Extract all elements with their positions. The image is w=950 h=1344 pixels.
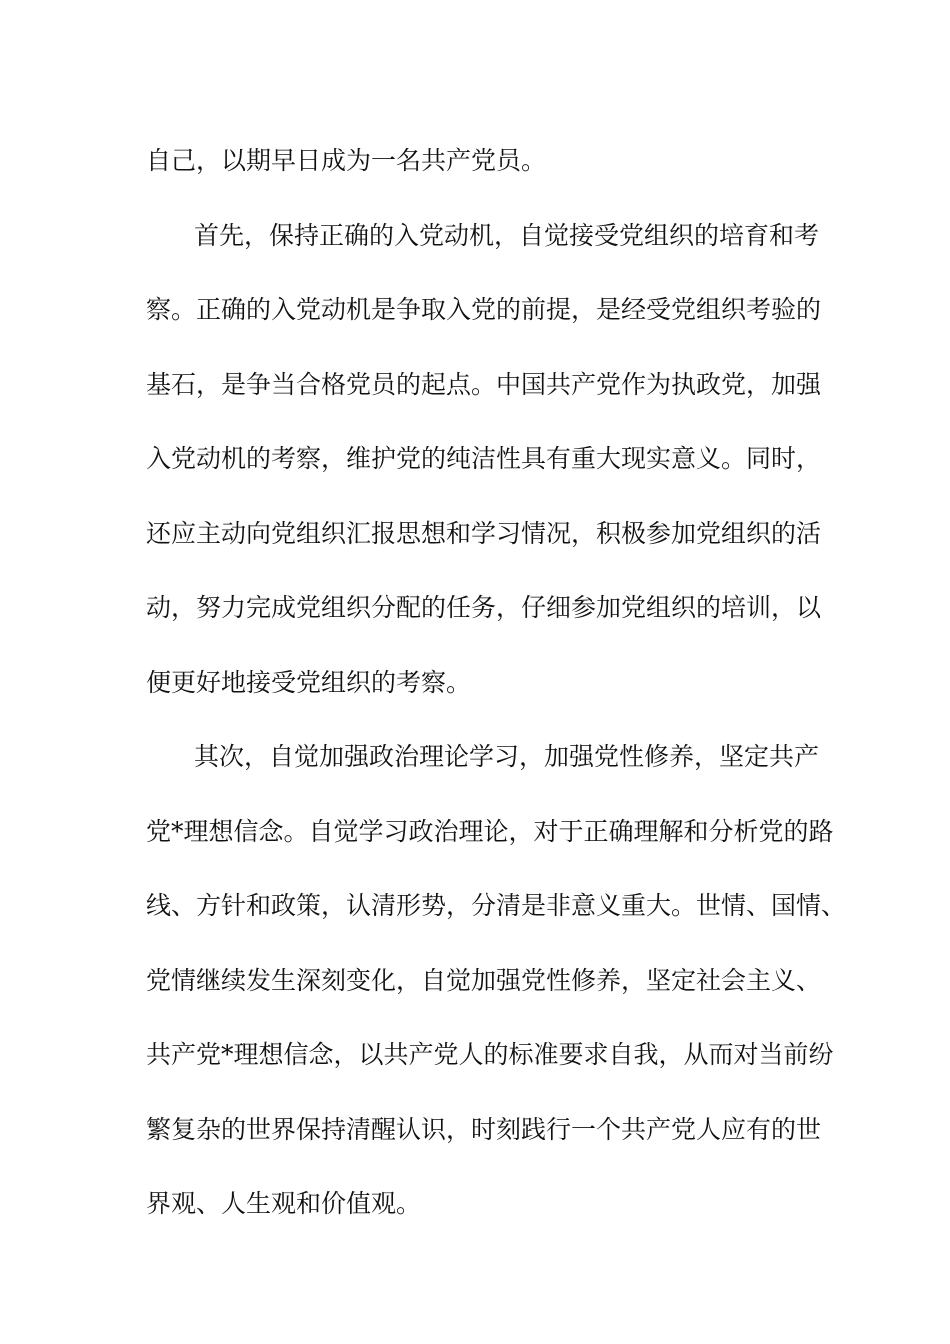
body-text [146,124,847,1242]
text-line: 便更好地接受党组织的考察。 [146,667,472,697]
text-line: 入党动机的考察，维护党的纯洁性具有重大现实意义。同时， [146,444,822,473]
text-line: 还应主动向党组织汇报思想和学习情况，积极参加党组织的活 [146,518,822,548]
text-line: 自己，以期早日成为一名共产党员。 [146,146,547,175]
text-line: 党情继续发生深刻变化，自觉加强党性修养，坚定社会主义、 [146,965,822,995]
text-line: 界观、人生观和价值观。 [146,1189,422,1218]
text-line: 党*理想信念。自觉学习政治理论，对于正确理解和分析党的路 [146,816,834,846]
text-line: 共产党*理想信念，以共产党人的标准要求自我，从而对当前纷 [146,1040,834,1069]
paragraph-first-line: 首先，保持正确的入党动机，自觉接受党组织的培育和考 [194,220,820,250]
text-line: 动，努力完成党组织分配的任务，仔细参加党组织的培训，以 [146,593,822,622]
text-line: 基石，是争当合格党员的起点。中国共产党作为执政党，加强 [146,369,822,399]
paragraph-first-line: 其次，自觉加强政治理论学习，加强党性修养，坚定共产 [194,742,820,771]
text-line: 繁复杂的世界保持清醒认识，时刻践行一个共产党人应有的世 [146,1114,822,1144]
text-line: 察。正确的入党动机是争取入党的前提，是经受党组织考验的 [146,295,822,324]
text-line: 线、方针和政策，认清形势，分清是非意义重大。世情、国情、 [146,891,847,920]
